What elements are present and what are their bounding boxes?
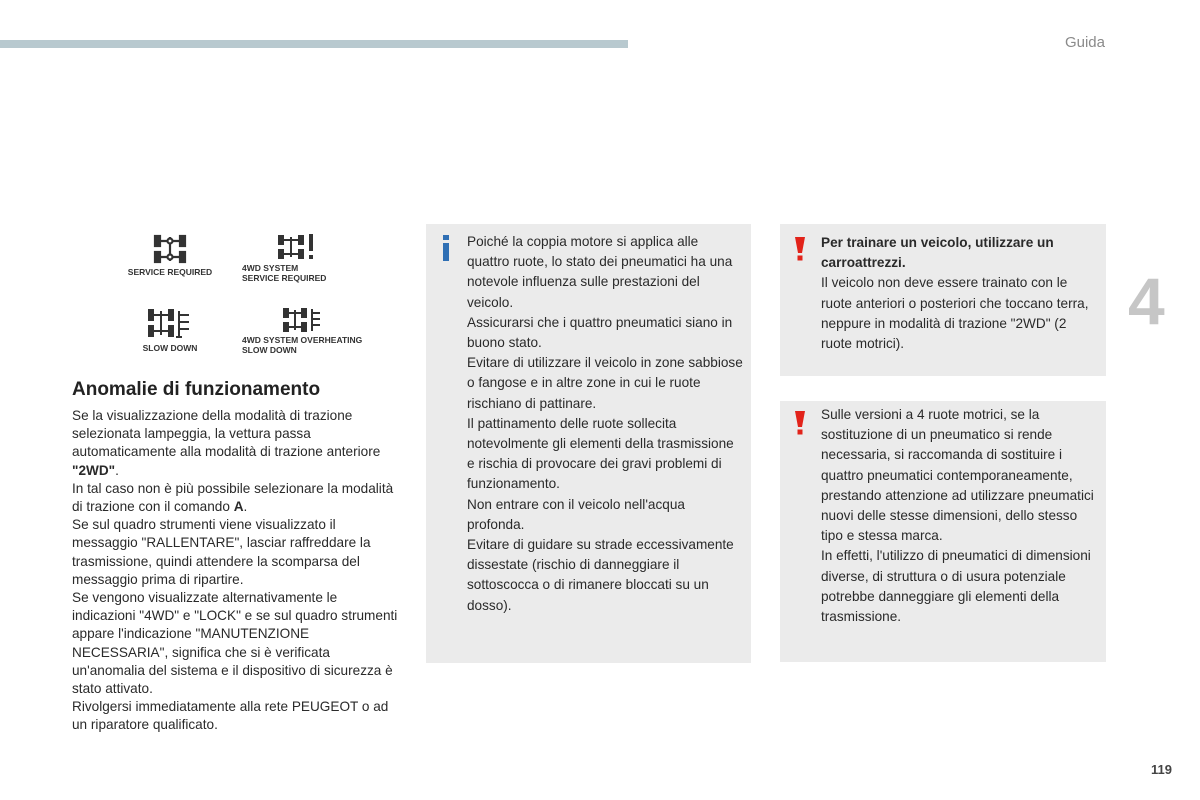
tyre-warning-paragraph-1: Sulle versioni a 4 ruote motrici, se la sostituzione di un pneumatico si rende necessaria, si raccomanda di sostituire i quattro pneumatici contemporaneamente, prestando attenzione ad utilizzare pneumatici nuovi delle stesse dimensioni, dello stesso tipo e stessa marca. [821,407,1094,544]
main-paragraph-4: Se vengono visualizzate alternativamente le indicazioni "4WD" e "LOCK" e se sul quadro strumenti appare l'indicazione "MANUTENZIONE NECESSARIA", significa che si è verificata un'anomalia del sistema e il dispositivo di sicurezza è stato attivato. [72,590,398,697]
main-paragraph-2 [72,480,404,516]
text-run: Se la visualizzazione della modalità di trazione selezionata lampeggia, la vettura passa automaticamente alla modalità di trazione anteriore [72,408,381,460]
main-paragraph-5: Rivolgersi immediatamente alla rete PEUGEOT o ad un riparatore qualificato. [72,699,389,733]
warning-icon [794,237,806,261]
warning-icon [794,411,806,435]
warning-lamp-4wd-overheating [242,305,362,355]
warning-lamp-label-line-1: 4WD SYSTEM [242,263,299,273]
warning-lamp-label: SERVICE REQUIRED [127,267,213,277]
warning-lamps-figure [110,225,370,365]
main-paragraph-3: Se sul quadro strumenti viene visualizzato il messaggio "RALLENTARE", lasciar raffreddare la trasmissione, quindi attendere la scomparsa del messaggio prima di ripartire. [72,517,371,587]
info-icon [439,235,453,261]
tyre-warning-box [780,401,1106,662]
bold-run: A [233,499,244,515]
chapter-number: 4 [1128,264,1165,338]
header-accent-bar [0,40,628,48]
bold-run: "2WD" [72,462,116,478]
text-run: In tal caso non è più possibile selezionare la modalità di trazione con il comando [72,480,394,515]
warning-lamp-label-line-2: SLOW DOWN [242,345,297,355]
info-paragraph-1: Poiché la coppia motore si applica alle quattro ruote, lo stato dei pneumatici ha una notevole influenza sulle prestazioni del veicolo. [467,234,733,310]
warning-lamp-label: SLOW DOWN [142,343,198,353]
info-box-text [467,232,743,616]
warning-lamp-label-line-1: 4WD SYSTEM OVERHEATING [242,335,363,345]
info-paragraph-4: Il pattinamento delle ruote sollecita notevolmente gli elementi della trasmissione e rischia di provocare dei gravi problemi di funzionamento. [467,415,734,492]
main-paragraph-1 [72,407,404,480]
text-run: . [115,462,119,478]
towing-warning-text [821,233,1098,354]
towing-warning-body: Il veicolo non deve essere trainato con le ruote anteriori o posteriori che toccano terra, neppure in modalità di trazione "2WD" (2 ruote motrici). [821,275,1089,352]
text-run: . [243,499,248,515]
warning-lamp-4wd-service-required [242,231,352,283]
warning-lamp-slow-down [110,305,230,353]
main-heading: Anomalie di funzionamento [72,379,321,400]
info-paragraph-6: Evitare di guidare su strade eccessivamente dissestate (rischio di danneggiare il sottoscocca o di rimanere bloccati su un dosso). [467,537,734,613]
tyre-warning-paragraph-2: In effetti, l'utilizzo di pneumatici di dimensioni diverse, di struttura o di usura potenziale potrebbe danneggiare gli elementi della trasmissione. [821,548,1091,625]
4wd-system-overheating-icon [282,305,322,335]
warning-lamp-label-line-2: SERVICE REQUIRED [242,273,327,283]
info-paragraph-5: Non entrare con il veicolo nell'acqua profonda. [467,496,685,532]
main-body [72,407,404,735]
4x4-service-required-icon [153,231,187,267]
info-paragraph-3: Evitare di utilizzare il veicolo in zone sabbiose o fangose e in altre zone in cui le ruote rischiano di pattinare. [467,355,743,411]
towing-warning-title: Per trainare un veicolo, utilizzare un carroattrezzi. [821,235,1054,271]
4wd-system-service-required-icon [277,231,317,263]
towing-warning-box [780,224,1106,376]
page-number: 119 [1151,762,1172,777]
section-title: Guida [1064,34,1105,51]
tyre-warning-text [821,405,1098,627]
slow-down-icon [147,305,193,343]
warning-lamp-service-required [110,231,230,277]
info-box [426,224,751,663]
info-paragraph-2: Assicurarsi che i quattro pneumatici siano in buono stato. [467,314,733,351]
